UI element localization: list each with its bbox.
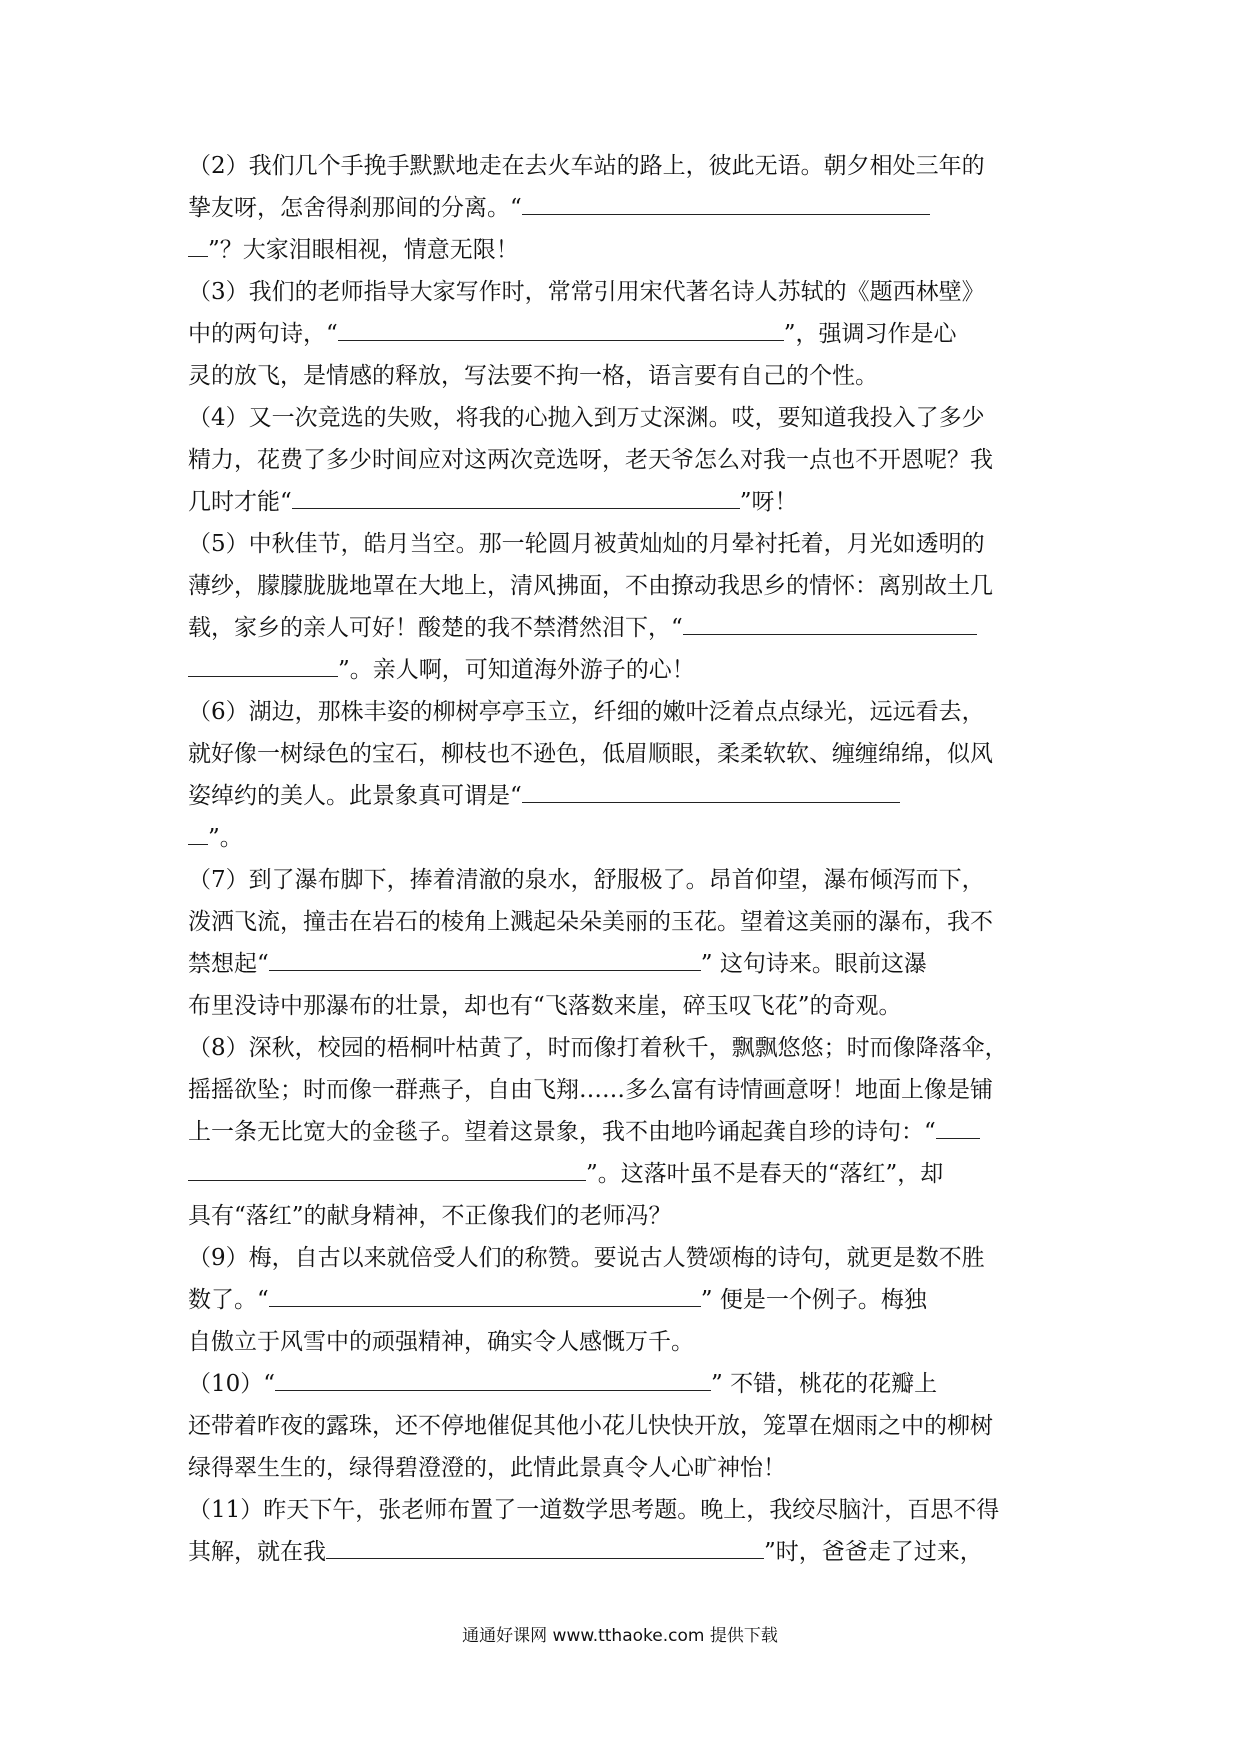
answer-blank[interactable] [338, 318, 784, 341]
q3-line-2 [188, 314, 1058, 354]
answer-blank[interactable] [326, 1536, 764, 1559]
answer-blank[interactable] [269, 1284, 701, 1307]
q2-text: ”？大家泪眼相视，情意无限！ [208, 237, 519, 263]
q8-line-4 [188, 1154, 1058, 1194]
q7-line-3 [188, 944, 1058, 984]
q8-text: ”。这落叶虽不是春天的“落红”，却 [586, 1161, 944, 1187]
q5-line-4 [188, 650, 1058, 690]
q8-line-1: （8）深秋，校园的梧桐叶枯黄了，时而像打着秋千，飘飘悠悠；时而像降落伞， [188, 1035, 1008, 1061]
answer-blank[interactable] [269, 948, 701, 971]
q7-text: ” 这句诗来。眼前这瀑 [700, 951, 927, 977]
q10-line-1 [188, 1364, 1058, 1404]
q8-line-2: 摇摇欲坠；时而像一群燕子，自由飞翔……多么富有诗情画意呀！地面上像是铺 [188, 1077, 993, 1103]
q5-line-2: 薄纱，朦朦胧胧地罩在大地上，清风拂面，不由撩动我思乡的情怀：离别故土几 [188, 573, 993, 599]
q4-text: 几时才能“ [188, 489, 292, 515]
q11-line-1: （11）昨天下午，张老师布置了一道数学思考题。晚上，我绞尽脑汁，百思不得 [188, 1497, 1000, 1523]
q9-line-3: 自傲立于风雪中的顽强精神，确实令人感慨万千。 [188, 1329, 694, 1355]
q9-text: 数了。“ [188, 1287, 269, 1313]
answer-blank[interactable] [936, 1116, 980, 1139]
answer-blank[interactable] [522, 192, 930, 215]
q6-text: 姿绰约的美人。此景象真可谓是“ [188, 783, 522, 809]
answer-blank[interactable] [275, 1368, 711, 1391]
q9-text: ” 便是一个例子。梅独 [700, 1287, 927, 1313]
q2-line-2 [188, 188, 1058, 228]
answer-blank[interactable] [683, 612, 977, 635]
q6-line-2: 就好像一树绿色的宝石，柳枝也不逊色，低眉顺眼，柔柔软软、缠缠绵绵，似风 [188, 741, 993, 767]
answer-blank[interactable] [188, 822, 208, 845]
q4-line-3 [188, 482, 1058, 522]
q10-text: （10）“ [188, 1371, 276, 1397]
q10-line-3: 绿得翠生生的，绿得碧澄澄的，此情此景真令人心旷神怡！ [188, 1455, 786, 1481]
q2-text: 挚友呀，怎舍得刹那间的分离。“ [188, 195, 522, 221]
q7-line-1: （7）到了瀑布脚下，捧着清澈的泉水，舒服极了。昂首仰望，瀑布倾泻而下， [188, 867, 985, 893]
q5-text: ”。亲人啊，可知道海外游子的心！ [338, 657, 695, 683]
q5-text: 载，家乡的亲人可好！酸楚的我不禁潸然泪下，“ [188, 615, 683, 641]
q4-line-1: （4）又一次竞选的失败，将我的心抛入到万丈深渊。哎，要知道我投入了多少 [188, 405, 985, 431]
q3-line-1: （3）我们的老师指导大家写作时，常常引用宋代著名诗人苏轼的《题西林壁》 [188, 279, 985, 305]
q6-line-4 [188, 818, 1058, 858]
answer-blank[interactable] [188, 1158, 586, 1181]
q4-text: ”呀！ [739, 489, 798, 515]
q7-text: 禁想起“ [188, 951, 269, 977]
q11-text: ”时，爸爸走了过来， [764, 1539, 983, 1565]
q11-text: 其解，就在我 [188, 1539, 326, 1565]
q9-line-1: （9）梅，自古以来就倍受人们的称赞。要说古人赞颂梅的诗句，就更是数不胜 [188, 1245, 985, 1271]
answer-blank[interactable] [292, 486, 740, 509]
q2-line-1: （2）我们几个手挽手默默地走在去火车站的路上，彼此无语。朝夕相处三年的 [188, 153, 985, 179]
q10-line-2: 还带着昨夜的露珠，还不停地催促其他小花儿快快开放，笼罩在烟雨之中的柳树 [188, 1413, 993, 1439]
q2-line-3 [188, 230, 1058, 270]
q3-text: 中的两句诗，“ [188, 321, 338, 347]
q3-line-3: 灵的放飞，是情感的释放，写法要不拘一格，语言要有自己的个性。 [188, 363, 878, 389]
q5-line-3 [188, 608, 1058, 648]
answer-blank[interactable] [522, 780, 900, 803]
q8-line-3 [188, 1112, 1058, 1152]
q5-line-1: （5）中秋佳节，皓月当空。那一轮圆月被黄灿灿的月晕衬托着，月光如透明的 [188, 531, 985, 557]
q9-line-2 [188, 1280, 1058, 1320]
q6-line-1: （6）湖边，那株丰姿的柳树亭亭玉立，纤细的嫩叶泛着点点绿光，远远看去， [188, 699, 985, 725]
q6-line-3 [188, 776, 1058, 816]
q6-text: ”。 [208, 825, 243, 851]
answer-blank[interactable] [188, 234, 208, 257]
q7-line-4: 布里没诗中那瀑布的壮景，却也有“飞落数来崖，碎玉叹飞花”的奇观。 [188, 993, 902, 1019]
q10-text: ” 不错，桃花的花瓣上 [711, 1371, 938, 1397]
q11-line-2 [188, 1532, 1058, 1572]
q4-line-2: 精力，花费了多少时间应对这两次竞选呀，老天爷怎么对我一点也不开恩呢？我 [188, 447, 993, 473]
page-footer: 通通好课网 www.tthaoke.com 提供下载 [462, 1626, 778, 1646]
q8-line-5: 具有“落红”的献身精神，不正像我们的老师冯？ [188, 1203, 672, 1229]
answer-blank[interactable] [188, 654, 338, 677]
q3-text: ”，强调习作是心 [783, 321, 957, 347]
q8-text: 上一条无比宽大的金毯子。望着这景象，我不由地吟诵起龚自珍的诗句：“ [188, 1119, 936, 1145]
q7-line-2: 泼洒飞流，撞击在岩石的棱角上溅起朵朵美丽的玉花。望着这美丽的瀑布，我不 [188, 909, 993, 935]
